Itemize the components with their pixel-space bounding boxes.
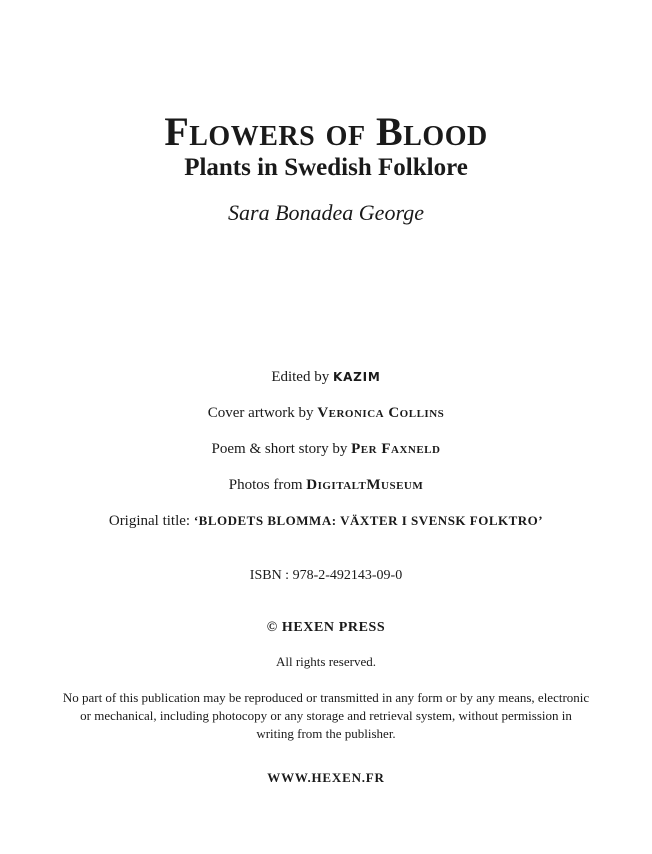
cover-artist-name: Veronica Collins xyxy=(317,405,445,421)
original-title-credit xyxy=(0,511,652,531)
isbn: ISBN : 978-2-492143-09-0 xyxy=(249,568,403,583)
photos-credit-label: Photos from xyxy=(228,477,307,493)
editor-name: KAZIM xyxy=(332,370,381,384)
poem-credit-label: Poem & short story by xyxy=(211,441,352,457)
editor-credit-label: Edited by xyxy=(271,369,333,385)
book-subtitle: Plants in Swedish Folklore xyxy=(184,154,468,181)
legal-notice: No part of this publication may be reproduced or transmitted in any form or by any means, electronic or mechanical, including photocopy or any storage and retrieval system, without permission in writing from the publisher. xyxy=(62,690,590,741)
editor-credit xyxy=(0,367,652,387)
photos-credit xyxy=(0,475,652,495)
poem-author-name: Per Faxneld xyxy=(351,441,441,457)
book-title: Flowers of Blood xyxy=(164,109,488,154)
photos-source-name: DigitaltMuseum xyxy=(306,477,424,493)
poem-credit xyxy=(0,439,652,459)
original-title-label: Original title: xyxy=(108,513,194,529)
book-author: Sara Bonadea George xyxy=(228,200,424,225)
cover-credit xyxy=(0,403,652,423)
cover-credit-label: Cover artwork by xyxy=(207,405,318,421)
original-title-name: ‘BLODETS BLOMMA: VÄXTER I SVENSK FOLKTRO’ xyxy=(193,513,544,528)
website: WWW.HEXEN.FR xyxy=(267,770,385,785)
copyright: © HEXEN PRESS xyxy=(266,620,386,635)
rights-reserved: All rights reserved. xyxy=(275,654,376,669)
